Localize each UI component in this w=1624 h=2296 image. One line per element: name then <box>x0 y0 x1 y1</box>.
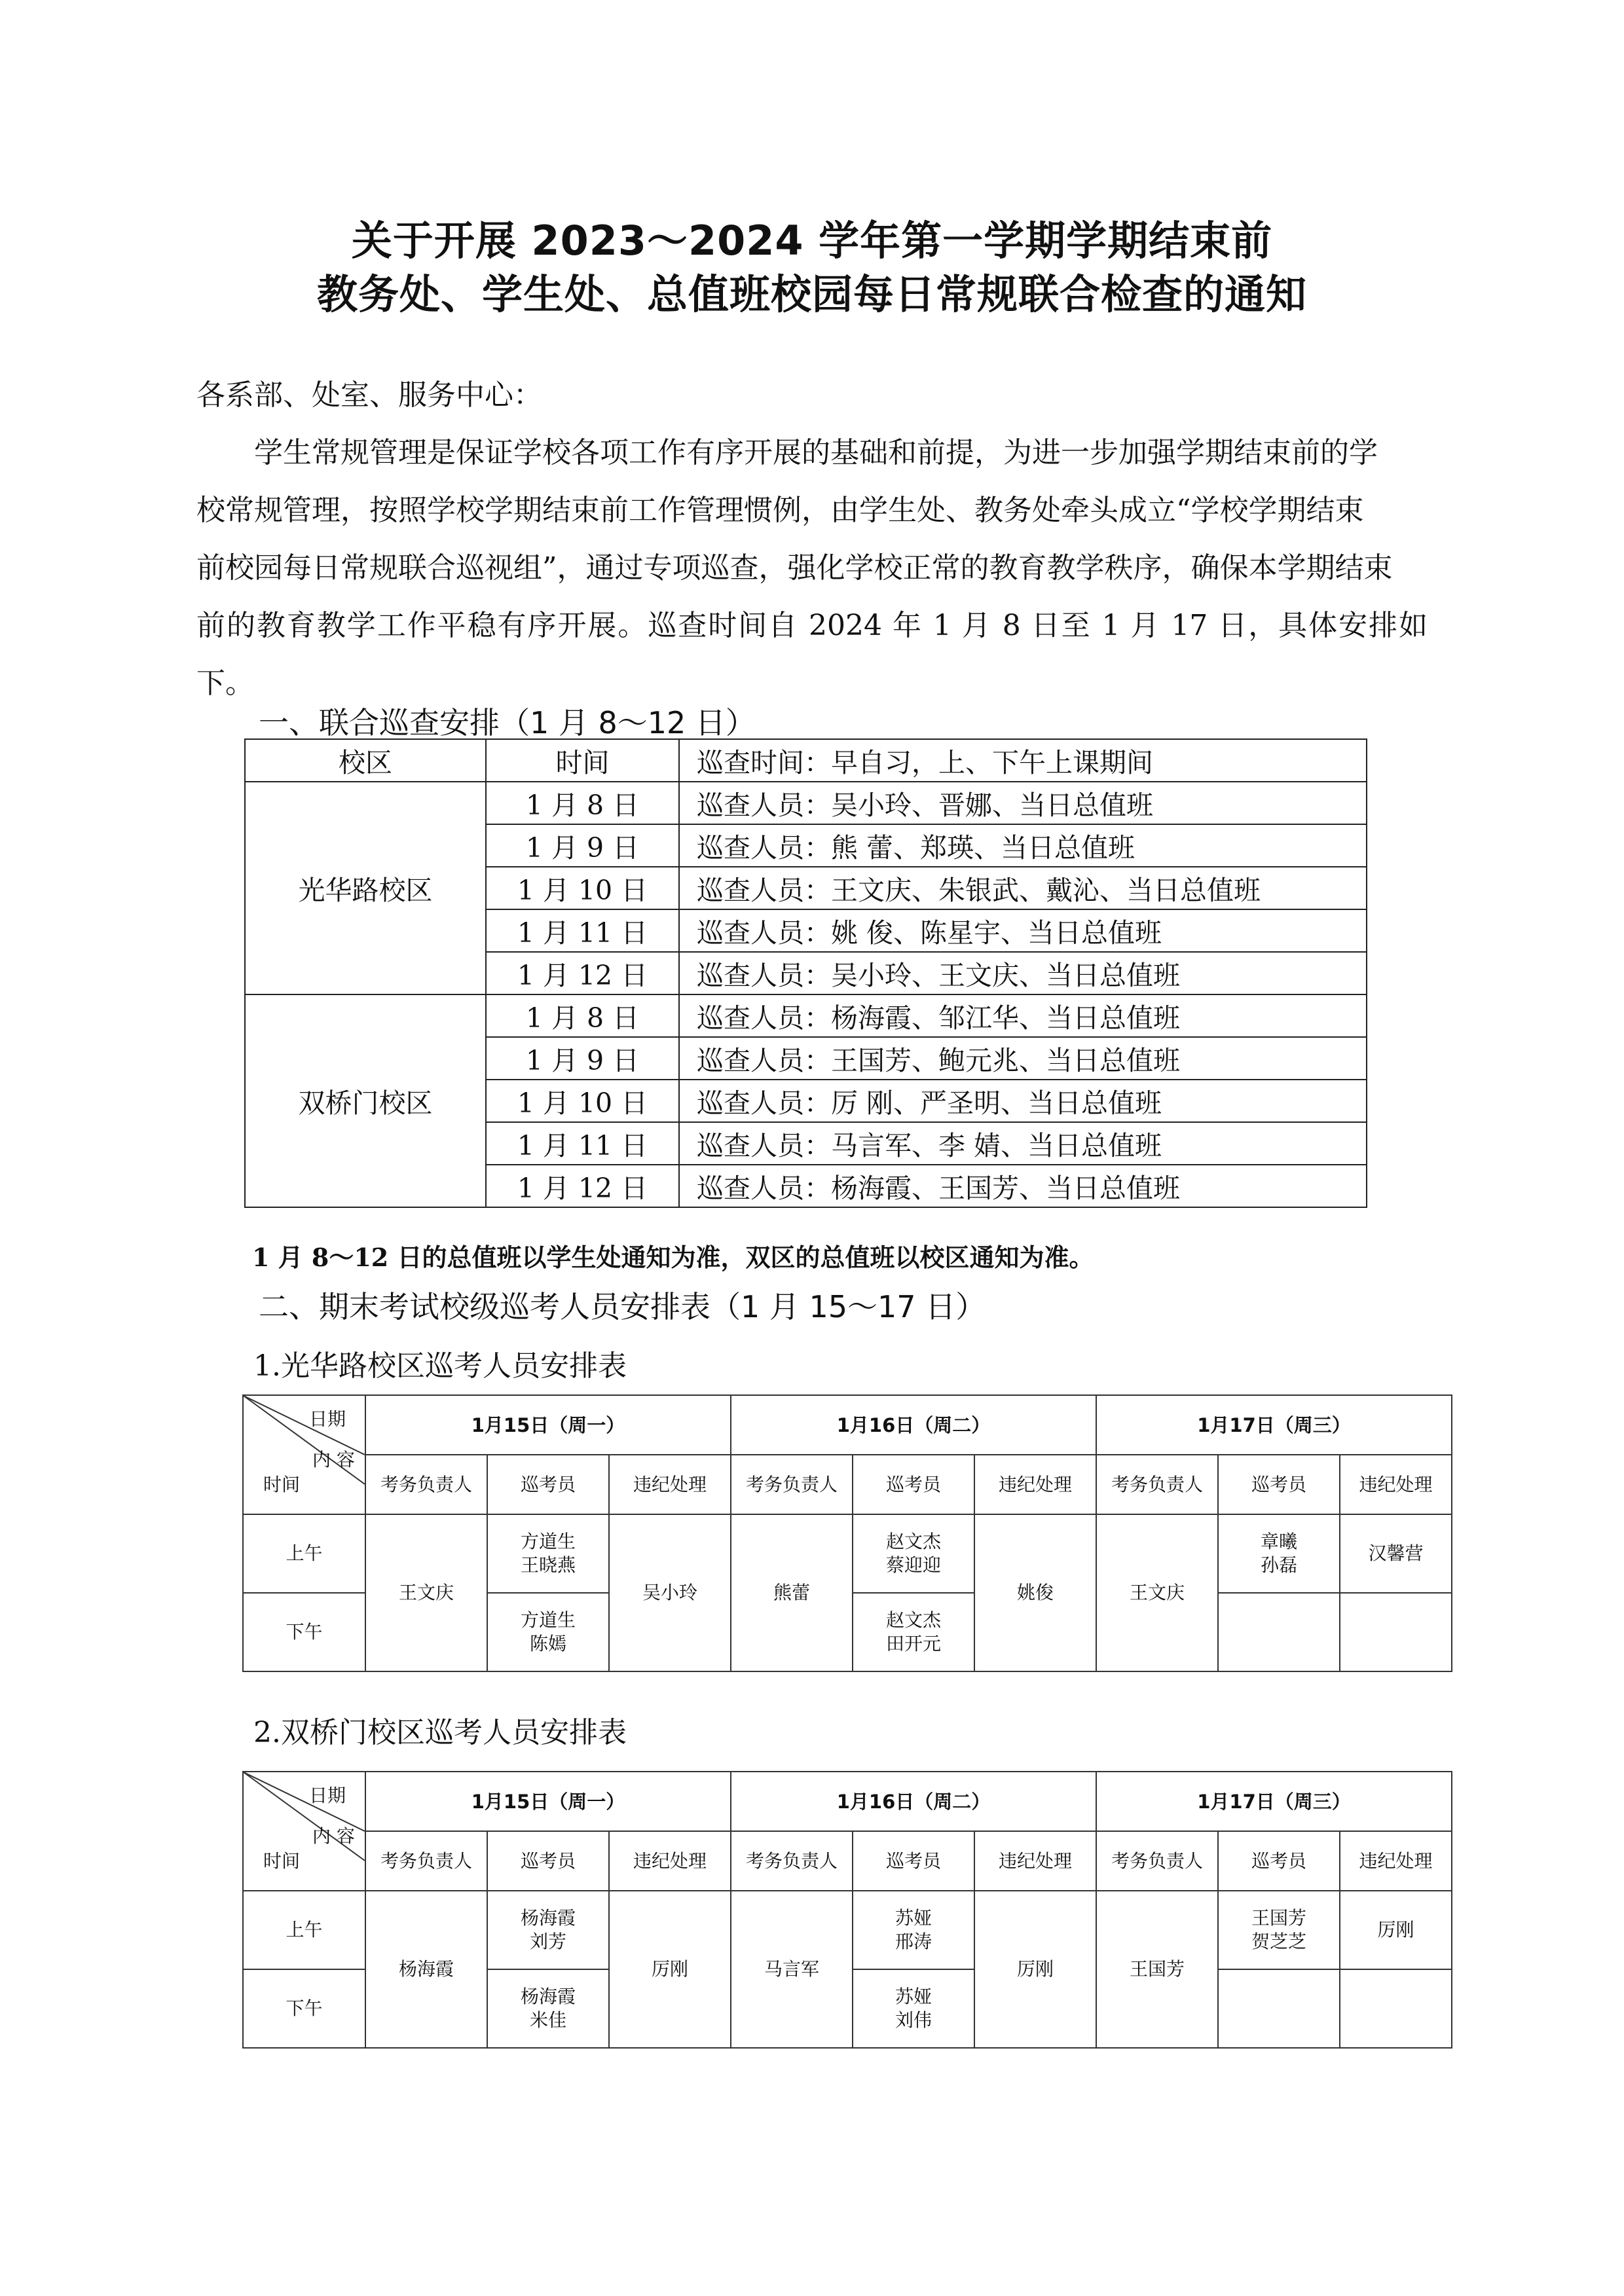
inspector-cell <box>853 1891 974 1969</box>
role-header: 巡考员 <box>1218 1455 1340 1514</box>
lead-cell: 马言军 <box>731 1891 853 2048</box>
role-header: 巡考员 <box>853 1455 974 1514</box>
inspector-name: 章曦 <box>1260 1531 1297 1552</box>
document-title-line1: 关于开展 2023～2024 学年第一学期学期结束前 <box>351 217 1273 264</box>
day-header: 1月15日（周一） <box>365 1395 731 1455</box>
role-header: 违纪处理 <box>1340 1455 1452 1514</box>
inspector-name: 苏娅 <box>895 1986 932 2007</box>
header-campus: 校区 <box>245 739 486 782</box>
date-cell: 1 月 10 日 <box>486 1080 679 1122</box>
corner-content-label: 内 容 <box>312 1825 355 1847</box>
inspector-name: 贺芝芝 <box>1251 1931 1306 1952</box>
date-cell: 1 月 12 日 <box>486 952 679 994</box>
discipline-cell-empty <box>1340 1593 1452 1671</box>
table-row <box>243 1395 1452 1455</box>
inspector-name: 田开元 <box>885 1633 941 1654</box>
corner-time-label: 时间 <box>263 1474 301 1495</box>
discipline-cell: 厉刚 <box>974 1891 1096 2048</box>
inspector-cell <box>853 1969 974 2048</box>
day-header: 1月16日（周二） <box>731 1772 1096 1831</box>
campus-name: 光华路校区 <box>245 782 486 994</box>
document-title-line2: 教务处、学生处、总值班校园每日常规联合检查的通知 <box>316 270 1307 318</box>
body-line: 学生常规管理是保证学校各项工作有序开展的基础和前提，为进一步加强学期结束前的学 <box>254 436 1378 469</box>
role-header: 违纪处理 <box>974 1831 1096 1891</box>
inspector-cell-empty <box>1218 1593 1340 1671</box>
period-label: 下午 <box>243 1969 365 2048</box>
role-header: 违纪处理 <box>974 1455 1096 1514</box>
section1-note: 1 月 8～12 日的总值班以学生处通知为准，双区的总值班以校区通知为准。 <box>252 1243 1094 1272</box>
inspector-name: 邢涛 <box>895 1931 932 1952</box>
role-header: 巡考员 <box>487 1455 609 1514</box>
role-header: 考务负责人 <box>731 1455 853 1514</box>
role-header: 考务负责人 <box>1096 1831 1218 1891</box>
staff-cell: 巡查人员：姚 俊、陈星宇、当日总值班 <box>679 909 1367 952</box>
staff-cell: 巡查人员：马言军、李 婧、当日总值班 <box>679 1122 1367 1165</box>
inspector-cell <box>853 1514 974 1593</box>
campus-name: 双桥门校区 <box>245 994 486 1207</box>
salutation: 各系部、处室、服务中心： <box>196 378 542 412</box>
table1-caption: 1.光华路校区巡考人员安排表 <box>253 1349 627 1383</box>
corner-header <box>243 1395 365 1514</box>
header-patrol-time: 巡查时间：早自习，上、下午上课期间 <box>679 739 1367 782</box>
lead-cell: 熊蕾 <box>731 1514 853 1671</box>
inspector-name: 方道生 <box>520 1609 576 1631</box>
staff-cell: 巡查人员：吴小玲、王文庆、当日总值班 <box>679 952 1367 994</box>
body-line: 校常规管理，按照学校学期结束前工作管理惯例，由学生处、教务处牵头成立“学校学期结束 <box>196 494 1364 527</box>
staff-cell: 巡查人员：杨海霞、王国芳、当日总值班 <box>679 1165 1367 1207</box>
inspector-name: 赵文杰 <box>885 1609 941 1631</box>
discipline-cell: 姚俊 <box>974 1514 1096 1671</box>
inspector-cell <box>487 1891 609 1969</box>
table-row <box>245 739 1367 782</box>
table-row <box>243 1831 1452 1891</box>
section2-heading: 二、期末考试校级巡考人员安排表（1 月 15～17 日） <box>259 1289 986 1324</box>
body-line: 前校园每日常规联合巡视组”，通过专项巡查，强化学校正常的教育教学秩序，确保本学期结束 <box>196 551 1393 585</box>
inspector-name: 王晓燕 <box>520 1554 576 1576</box>
exam-patrol-table-shuangqiaomen <box>242 1771 1452 2049</box>
lead-cell: 王国芳 <box>1096 1891 1218 2048</box>
date-cell: 1 月 10 日 <box>486 867 679 909</box>
table-row <box>243 1772 1452 1831</box>
inspector-name: 刘芳 <box>529 1931 566 1952</box>
day-header: 1月17日（周三） <box>1096 1772 1452 1831</box>
role-header: 违纪处理 <box>609 1455 731 1514</box>
patrol-schedule-table <box>244 738 1367 1208</box>
role-header: 考务负责人 <box>365 1831 487 1891</box>
period-label: 下午 <box>243 1593 365 1671</box>
inspector-cell <box>853 1593 974 1671</box>
table2-caption: 2.双桥门校区巡考人员安排表 <box>253 1716 627 1749</box>
inspector-cell <box>487 1593 609 1671</box>
corner-date-label: 日期 <box>309 1785 346 1806</box>
table-row <box>243 1891 1452 1969</box>
day-header: 1月15日（周一） <box>365 1772 731 1831</box>
date-cell: 1 月 12 日 <box>486 1165 679 1207</box>
role-header: 考务负责人 <box>365 1455 487 1514</box>
inspector-name: 刘伟 <box>895 2009 932 2031</box>
date-cell: 1 月 8 日 <box>486 994 679 1037</box>
role-header: 巡考员 <box>1218 1831 1340 1891</box>
body-line: 前的教育教学工作平稳有序开展。巡查时间自 2024 年 1 月 8 日至 1 月 17 日，具体安排如下。 <box>196 609 1428 700</box>
date-cell: 1 月 8 日 <box>486 782 679 824</box>
lead-cell: 杨海霞 <box>365 1891 487 2048</box>
corner-header <box>243 1772 365 1891</box>
staff-cell: 巡查人员：厉 刚、严圣明、当日总值班 <box>679 1080 1367 1122</box>
day-header: 1月16日（周二） <box>731 1395 1096 1455</box>
header-time: 时间 <box>486 739 679 782</box>
table-row <box>243 1455 1452 1514</box>
role-header: 违纪处理 <box>609 1831 731 1891</box>
table-row <box>245 994 1367 1037</box>
role-header: 违纪处理 <box>1340 1831 1452 1891</box>
discipline-cell-empty <box>1340 1969 1452 2048</box>
staff-cell: 巡查人员：王文庆、朱银武、戴沁、当日总值班 <box>679 867 1367 909</box>
inspector-cell <box>487 1514 609 1593</box>
staff-cell: 巡查人员：熊 蕾、郑瑛、当日总值班 <box>679 824 1367 867</box>
corner-date-label: 日期 <box>309 1408 346 1430</box>
day-header: 1月17日（周三） <box>1096 1395 1452 1455</box>
period-label: 上午 <box>243 1514 365 1593</box>
inspector-name: 王国芳 <box>1251 1907 1306 1929</box>
date-cell: 1 月 11 日 <box>486 909 679 952</box>
date-cell: 1 月 11 日 <box>486 1122 679 1165</box>
role-header: 考务负责人 <box>731 1831 853 1891</box>
section1-heading: 一、联合巡查安排（1 月 8～12 日） <box>259 705 756 740</box>
inspector-name: 苏娅 <box>895 1907 932 1929</box>
role-header: 巡考员 <box>487 1831 609 1891</box>
inspector-name: 陈嫣 <box>529 1633 566 1654</box>
discipline-cell: 厉刚 <box>1340 1891 1452 1969</box>
staff-cell: 巡查人员：王国芳、鲍元兆、当日总值班 <box>679 1037 1367 1080</box>
table-row <box>243 1514 1452 1593</box>
body-text <box>196 424 1428 712</box>
inspector-cell <box>1218 1891 1340 1969</box>
inspector-name: 蔡迎迎 <box>885 1554 941 1576</box>
inspector-name: 方道生 <box>520 1531 576 1552</box>
inspector-name: 杨海霞 <box>520 1986 576 2007</box>
staff-cell: 巡查人员：吴小玲、晋娜、当日总值班 <box>679 782 1367 824</box>
table-row <box>245 782 1367 824</box>
exam-patrol-table-guanghua <box>242 1394 1452 1672</box>
role-header: 考务负责人 <box>1096 1455 1218 1514</box>
discipline-cell: 厉刚 <box>609 1891 731 2048</box>
inspector-cell <box>1218 1514 1340 1593</box>
role-header: 巡考员 <box>853 1831 974 1891</box>
corner-time-label: 时间 <box>263 1850 301 1872</box>
inspector-name: 孙磊 <box>1260 1554 1297 1576</box>
inspector-name: 米佳 <box>529 2009 566 2031</box>
inspector-name: 赵文杰 <box>885 1531 941 1552</box>
lead-cell: 王文庆 <box>365 1514 487 1671</box>
inspector-cell <box>487 1969 609 2048</box>
corner-content-label: 内 容 <box>312 1449 355 1470</box>
discipline-cell: 汉馨营 <box>1340 1514 1452 1593</box>
inspector-cell-empty <box>1218 1969 1340 2048</box>
date-cell: 1 月 9 日 <box>486 824 679 867</box>
inspector-name: 杨海霞 <box>520 1907 576 1929</box>
lead-cell: 王文庆 <box>1096 1514 1218 1671</box>
discipline-cell: 吴小玲 <box>609 1514 731 1671</box>
date-cell: 1 月 9 日 <box>486 1037 679 1080</box>
period-label: 上午 <box>243 1891 365 1969</box>
staff-cell: 巡查人员：杨海霞、邹江华、当日总值班 <box>679 994 1367 1037</box>
